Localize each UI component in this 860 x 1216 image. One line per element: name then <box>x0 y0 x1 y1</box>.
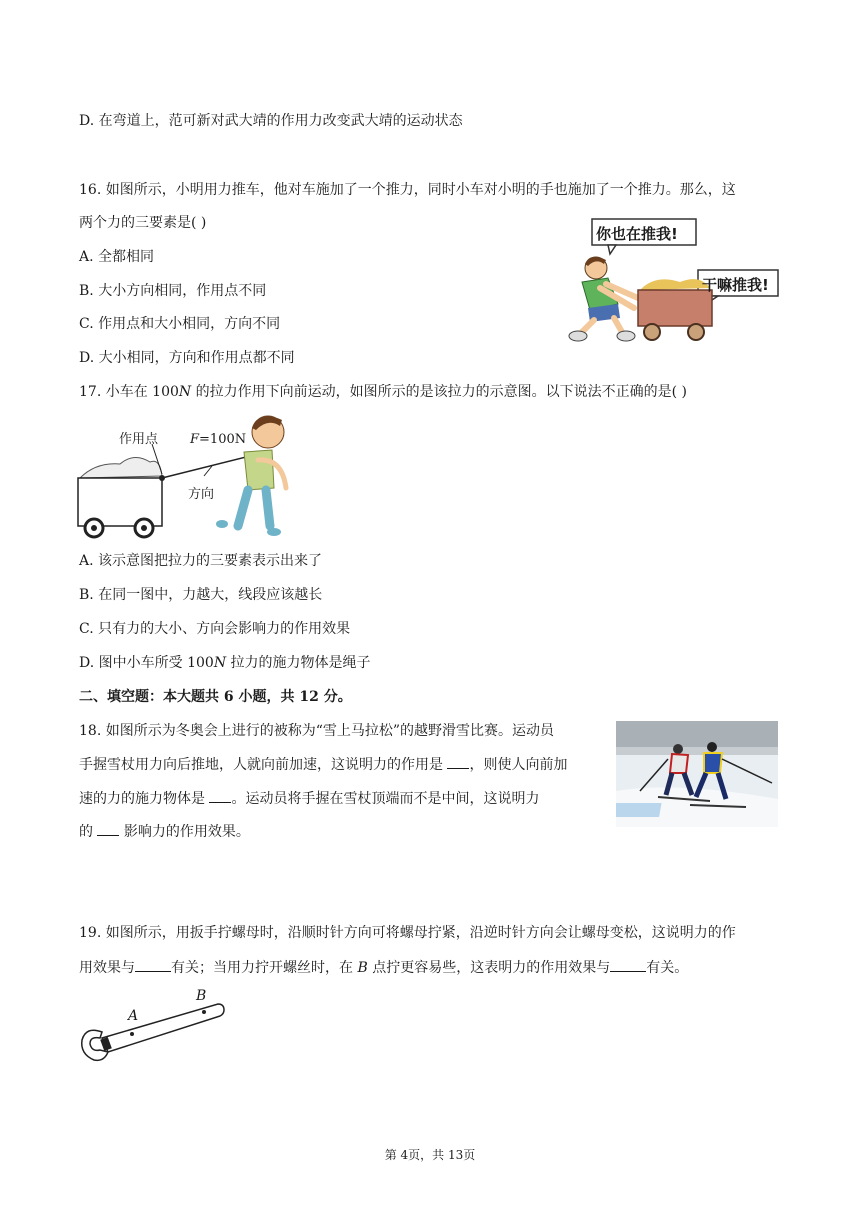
q18-line4-post: 影响力的作用效果。 <box>119 824 250 840</box>
q19-line2-mid: 有关；当用力拧开螺丝时，在 <box>171 960 358 976</box>
q18-line1: 18. 如图所示为冬奥会上进行的被称为“雪上马拉松”的越野滑雪比赛。运动员 <box>79 723 555 739</box>
q18-blank-2[interactable] <box>209 788 231 803</box>
q16-option-c: C. 作用点和大小相同，方向不同 <box>79 316 281 332</box>
q19-line2-mid2: 点拧更容易些，这表明力的作用效果与 <box>367 960 611 976</box>
q18-line4 <box>79 821 250 842</box>
q18-line3-pre: 速的力的施力物体是 <box>79 791 210 807</box>
q16-figure <box>560 212 785 347</box>
q17-option-b: B. 在同一图中，力越大，线段应该越长 <box>79 587 323 603</box>
q19-line2-pre: 用效果与 <box>79 960 135 976</box>
q17-option-d <box>79 653 371 673</box>
q18-line2-post: ，则使人向前加 <box>469 757 568 773</box>
q17-stem <box>79 382 687 402</box>
section-fill-blank-heading: 二、填空题：本大题共 6 小题，共 12 分。 <box>79 689 352 705</box>
bubble-cart-text: 干嘛推我! <box>702 276 769 294</box>
q19-blank-1[interactable] <box>135 957 171 972</box>
label-b: B <box>196 988 207 1004</box>
q17-option-d-pre: D. 图中小车所受 100 <box>79 655 214 671</box>
q16-option-d: D. 大小相同，方向和作用点都不同 <box>79 350 295 366</box>
q18-line3 <box>79 788 539 809</box>
q15-option-d: D. 在弯道上，范可新对武大靖的作用力改变武大靖的运动状态 <box>79 113 463 129</box>
label-force-symbol: F <box>190 432 200 447</box>
q17-option-d-post: 拉力的施力物体是绳子 <box>226 655 371 671</box>
q19-line2 <box>79 957 688 978</box>
q17-stem-post: 的拉力作用下向前运动，如图所示的是该拉力的示意图。以下说法不正确的是( ) <box>191 384 687 400</box>
q18-line4-pre: 的 <box>79 824 98 840</box>
q17-option-a: A. 该示意图把拉力的三要素表示出来了 <box>79 553 323 569</box>
cross-country-skiers-image <box>616 721 778 827</box>
label-point-of-action: 作用点 <box>119 432 159 447</box>
boy-pulling-cart-illustration <box>76 408 316 540</box>
wrench-figure <box>78 990 228 1065</box>
q17-option-c: C. 只有力的大小、方向会影响力的作用效果 <box>79 621 351 637</box>
q17-figure <box>76 408 316 540</box>
q16-stem-line1: 16. 如图所示，小明用力推车，他对车施加了一个推力，同时小车对小明的手也施加了一个推力。那么，这 <box>79 182 736 198</box>
q19-blank-2[interactable] <box>610 957 646 972</box>
q16-option-b: B. 大小方向相同，作用点不同 <box>79 283 267 299</box>
q17-stem-pre: 17. 小车在 100 <box>79 384 179 400</box>
q18-blank-3[interactable] <box>97 821 119 836</box>
skiing-photo <box>616 721 778 827</box>
q16-option-a: A. 全都相同 <box>79 249 155 265</box>
q16-stem-line2: 两个力的三要素是( ) <box>79 215 207 231</box>
label-force <box>190 432 246 447</box>
q18-line3-post: 。运动员将手握在雪杖顶端而不是中间，这说明力 <box>231 791 540 807</box>
label-direction: 方向 <box>188 487 215 502</box>
q19-point-b: B <box>357 960 368 976</box>
q18-line2 <box>79 754 567 775</box>
q18-blank-1[interactable] <box>447 754 469 769</box>
q17-stem-unit: N <box>178 384 192 400</box>
bubble-boy-text: 你也在推我! <box>596 225 678 243</box>
q19-line1: 19. 如图所示，用扳手拧螺母时，沿顺时针方向可将螺母拧紧，沿逆时针方向会让螺母变松，这说明力的作 <box>79 925 736 941</box>
label-a: A <box>128 1008 139 1024</box>
q17-option-d-unit: N <box>213 655 227 671</box>
q19-line2-post: 有关。 <box>646 960 689 976</box>
label-force-value: =100N <box>199 432 247 447</box>
page-number: 第 4页，共 13页 <box>384 1148 476 1162</box>
q18-line2-pre: 手握雪杖用力向后推地，人就向前加速，这说明力的作用是 <box>79 757 448 773</box>
